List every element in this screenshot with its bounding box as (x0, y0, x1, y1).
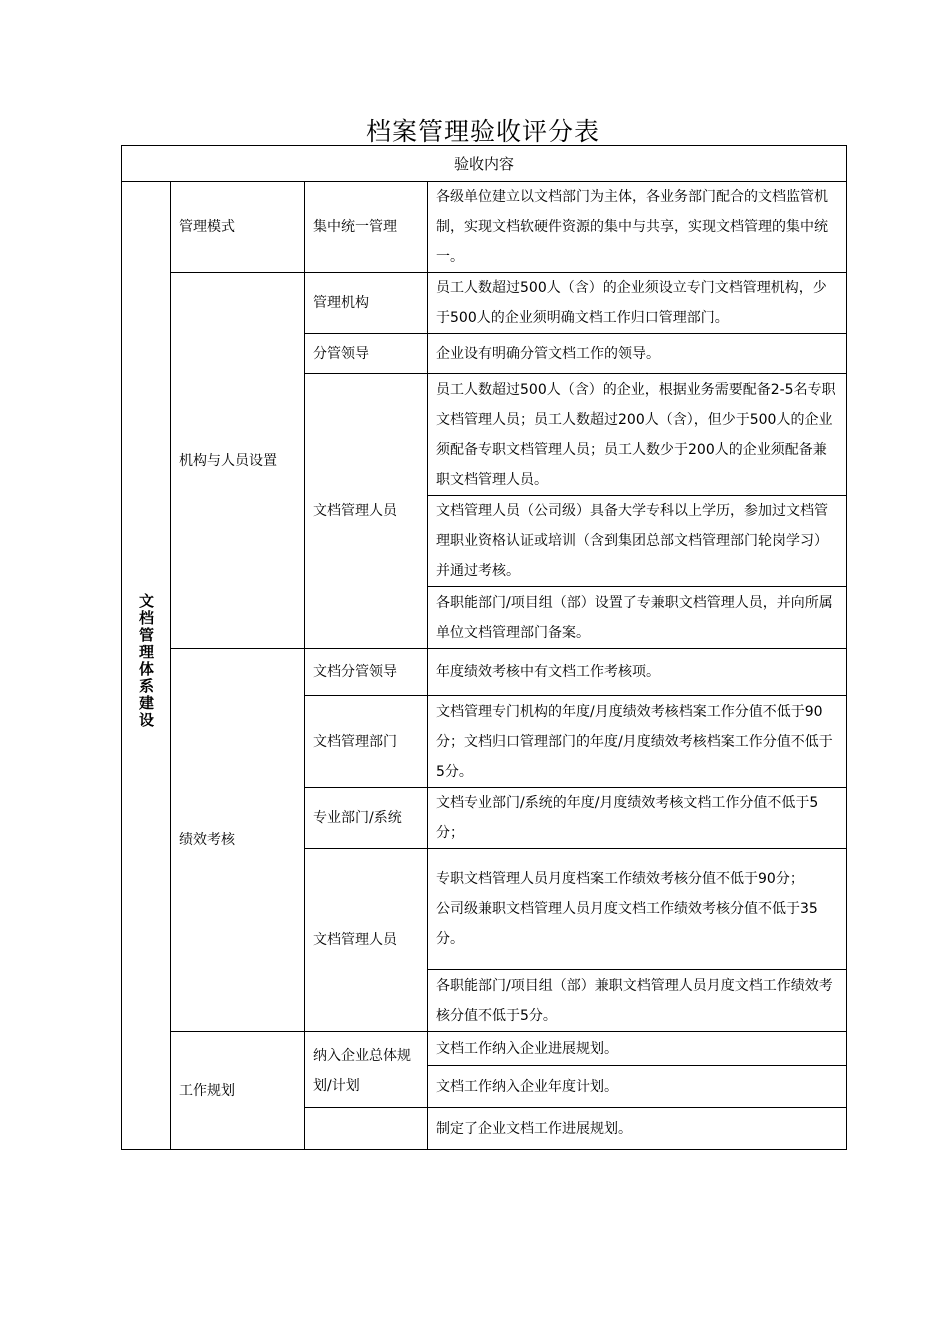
item-cell: 文档管理部门 (305, 696, 428, 788)
item-cell: 文档分管领导 (305, 649, 428, 696)
description-cell (428, 849, 847, 970)
page-title: 档案管理验收评分表 (365, 117, 600, 146)
description-paragraph: 专职文档管理人员月度档案工作绩效考核分值不低于90分； (436, 871, 804, 887)
description-cell: 员工人数超过500人（含）的企业须设立专门文档管理机构，少于500人的企业须明确文档工作归口管理部门。 (428, 273, 847, 334)
description-cell: 制定了企业文档工作进展规划。 (428, 1108, 847, 1150)
item-cell (305, 1108, 428, 1150)
category-cell: 机构与人员设置 (171, 273, 305, 649)
description-cell: 文档工作纳入企业年度计划。 (428, 1066, 847, 1108)
item-cell: 文档管理人员 (305, 849, 428, 1032)
item-cell: 纳入企业总体规划/计划 (305, 1032, 428, 1108)
item-cell: 分管领导 (305, 334, 428, 374)
description-cell: 各职能部门/项目组（部）兼职文档管理人员月度文档工作绩效考核分值不低于5分。 (428, 970, 847, 1032)
item-cell: 管理机构 (305, 273, 428, 334)
table-header: 验收内容 (122, 146, 847, 182)
description-cell: 各级单位建立以文档部门为主体，各业务部门配合的文档监管机制，实现文档软硬件资源的集中与共享，实现文档管理的集中统一。 (428, 182, 847, 273)
description-cell: 年度绩效考核中有文档工作考核项。 (428, 649, 847, 696)
description-cell: 文档管理专门机构的年度/月度绩效考核档案工作分值不低于90分；文档归口管理部门的年度/月度绩效考核档案工作分值不低于5分。 (428, 696, 847, 788)
section-label: 文档管理体系建设 (122, 182, 171, 1150)
description-cell: 文档专业部门/系统的年度/月度绩效考核文档工作分值不低于5分； (428, 788, 847, 849)
category-cell: 管理模式 (171, 182, 305, 273)
item-cell: 集中统一管理 (305, 182, 428, 273)
item-cell: 文档管理人员 (305, 374, 428, 649)
category-cell: 绩效考核 (171, 649, 305, 1032)
category-cell: 工作规划 (171, 1032, 305, 1150)
description-paragraph: 公司级兼职文档管理人员月度文档工作绩效考核分值不低于35分。 (436, 901, 818, 947)
item-cell: 专业部门/系统 (305, 788, 428, 849)
description-cell: 各职能部门/项目组（部）设置了专兼职文档管理人员，并向所属单位文档管理部门备案。 (428, 587, 847, 649)
description-cell: 员工人数超过500人（含）的企业，根据业务需要配备2-5名专职文档管理人员；员工人数超过200人（含），但少于500人的企业须配备专职文档管理人员；员工人数少于200人的企业须配备兼职文档管理人员。 (428, 374, 847, 496)
description-cell: 企业设有明确分管文档工作的领导。 (428, 334, 847, 374)
description-cell: 文档工作纳入企业进展规划。 (428, 1032, 847, 1066)
description-cell: 文档管理人员（公司级）具备大学专科以上学历，参加过文档管理职业资格认证或培训（含到集团总部文档管理部门轮岗学习）并通过考核。 (428, 496, 847, 587)
evaluation-table (121, 145, 847, 1150)
